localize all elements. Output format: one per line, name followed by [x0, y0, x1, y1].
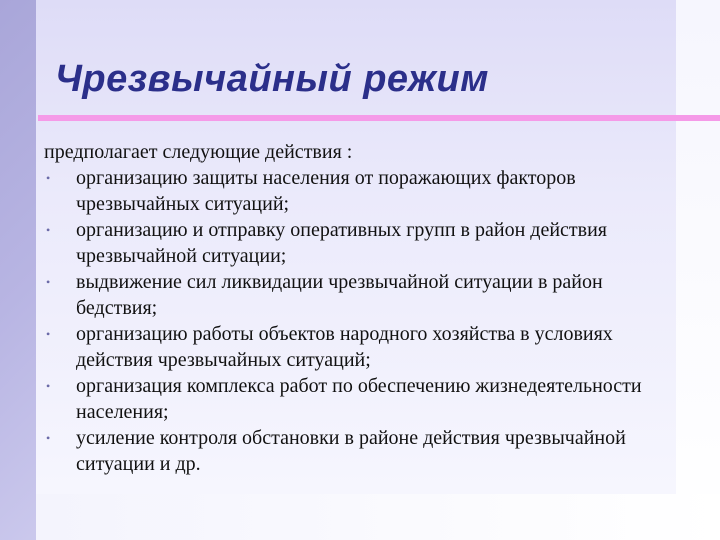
list-item-text: выдвижение сил ликвидации чрезвычайной ситуации в район бедствия;	[76, 271, 603, 319]
list-item	[44, 321, 664, 373]
slide-body	[44, 139, 664, 477]
bullet-icon: •	[46, 431, 51, 445]
bullet-icon: •	[46, 379, 51, 393]
action-list	[44, 165, 664, 477]
list-item-text: усиление контроля обстановки в районе действия чрезвычайной ситуации и др.	[76, 427, 626, 475]
list-item	[44, 269, 664, 321]
list-item	[44, 373, 664, 425]
list-item	[44, 217, 664, 269]
list-item-text: организацию работы объектов народного хозяйства в условиях действия чрезвычайных ситуаций;	[76, 323, 613, 371]
slide-title: Чрезвычайный режим	[55, 58, 489, 100]
bullet-icon: •	[46, 275, 51, 289]
list-item-text: организация комплекса работ по обеспечению жизнедеятельности населения;	[76, 375, 642, 423]
list-item-text: организацию и отправку оперативных групп в район действия чрезвычайной ситуации;	[76, 219, 608, 267]
list-item-text: организацию защиты населения от поражающих факторов чрезвычайных ситуаций;	[76, 167, 576, 215]
intro-text: предполагает следующие действия :	[44, 141, 353, 163]
list-item	[44, 165, 664, 217]
bullet-icon: •	[46, 171, 51, 185]
right-background-strip	[676, 0, 720, 540]
list-item	[44, 425, 664, 477]
bullet-icon: •	[46, 223, 51, 237]
title-divider	[38, 115, 720, 121]
bottom-background-strip	[36, 494, 720, 540]
bullet-icon: •	[46, 327, 51, 341]
